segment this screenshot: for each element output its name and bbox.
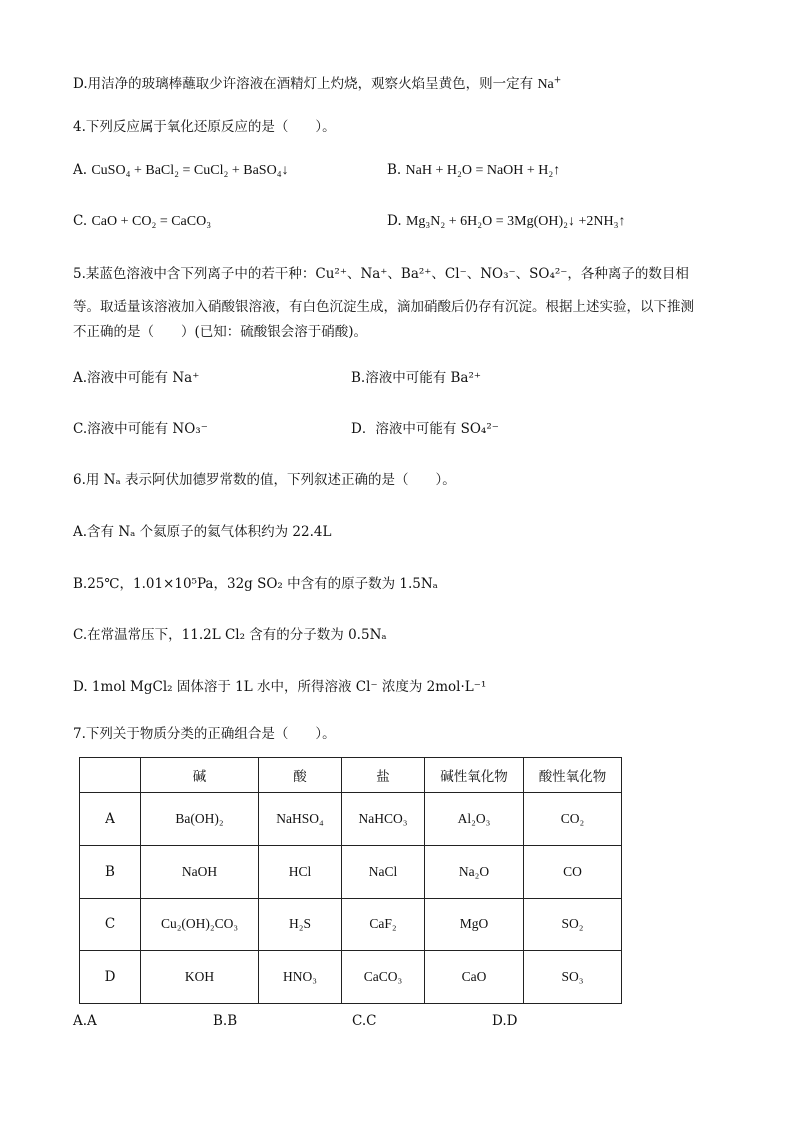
- q7-stem: 7.下列关于物质分类的正确组合是（ ）。: [73, 726, 336, 742]
- q6-option-a: A.含有 Nₐ 个氦原子的氦气体积约为 22.4L: [73, 524, 332, 540]
- table-row: [80, 898, 622, 951]
- q3-option-d-ion: Na: [537, 77, 554, 92]
- classification-table: [79, 757, 622, 1004]
- q6-stem: 6.用 Nₐ 表示阿伏加德罗常数的值，下列叙述正确的是（ ）。: [73, 472, 456, 488]
- table-header-cell: 碱性氧化物: [425, 758, 524, 793]
- q3-option-d-text: D.用洁净的玻璃棒蘸取少许溶液在酒精灯上灼烧，观察火焰呈黄色，则一定有: [73, 76, 538, 92]
- table-header-cell: 酸: [259, 758, 342, 793]
- table-cell: HNO₃: [259, 951, 342, 1004]
- table-cell: Al₂O₃: [425, 793, 524, 846]
- table-cell: CaCO₃: [342, 951, 425, 1004]
- q3-option-d: [73, 74, 561, 95]
- q4-stem: 4.下列反应属于氧化还原反应的是（ ）。: [73, 119, 336, 135]
- q4-option-a-label: A.: [73, 162, 92, 178]
- q4-option-b-equation: NaH + H₂O = NaOH + H₂↑: [405, 163, 561, 178]
- table-header-cell: 酸性氧化物: [524, 758, 622, 793]
- table-header-row: [80, 758, 622, 793]
- table-cell-row-label: A: [80, 793, 141, 846]
- table-cell: NaOH: [141, 845, 259, 898]
- q7-option-d: D.D: [492, 1013, 518, 1029]
- q4-option-a-equation: CuSO₄ + BaCl₂ = CuCl₂ + BaSO₄↓: [91, 163, 289, 178]
- q5-stem-line-2: 等。取适量该溶液加入硝酸银溶液，有白色沉淀生成，滴加硝酸后仍存有沉淀。根据上述实验，以下推测: [73, 299, 694, 315]
- table-cell: CaF₂: [342, 898, 425, 951]
- q3-option-d-charge: +: [553, 75, 562, 86]
- q4-option-d-label: D.: [387, 213, 406, 229]
- table-header-cell: 盐: [342, 758, 425, 793]
- table-row: [80, 793, 622, 846]
- table-cell: Na₂O: [425, 845, 524, 898]
- table-cell: SO₂: [524, 898, 622, 951]
- q4-option-b: [387, 160, 560, 181]
- q4-option-d: [387, 211, 626, 232]
- table-cell: SO₃: [524, 951, 622, 1004]
- q5-stem-line-1: 5.某蓝色溶液中含下列离子中的若干种：Cu²⁺、Na⁺、Ba²⁺、Cl⁻、NO₃⁻、SO₄²⁻，各种离子的数目相: [73, 266, 689, 282]
- q6-option-d: D. 1mol MgCl₂ 固体溶于 1L 水中，所得溶液 Cl⁻ 浓度为 2mol·L⁻¹: [73, 679, 487, 695]
- table-cell-row-label: C: [80, 898, 141, 951]
- q4-option-c-equation: CaO + CO₂ = CaCO₃: [91, 214, 212, 229]
- q7-option-b: B.B: [213, 1013, 238, 1029]
- table-cell: HCl: [259, 845, 342, 898]
- table-cell-row-label: D: [80, 951, 141, 1004]
- table-cell: NaCl: [342, 845, 425, 898]
- q4-option-a: [73, 160, 289, 181]
- table-cell-row-label: B: [80, 845, 141, 898]
- table-cell: Ba(OH)₂: [141, 793, 259, 846]
- table-cell: CaO: [425, 951, 524, 1004]
- table-row: [80, 951, 622, 1004]
- q5-option-d: D．溶液中可能有 SO₄²⁻: [351, 421, 499, 437]
- table-cell: MgO: [425, 898, 524, 951]
- q5-option-a: A.溶液中可能有 Na⁺: [73, 370, 200, 386]
- table-header-cell: [80, 758, 141, 793]
- q7-option-c: C.C: [352, 1013, 377, 1029]
- q5-option-c: C.溶液中可能有 NO₃⁻: [73, 421, 208, 437]
- q6-option-b: B.25℃，1.01×10⁵Pa，32g SO₂ 中含有的原子数为 1.5Nₐ: [73, 576, 438, 592]
- table-cell: Cu₂(OH)₂CO₃: [141, 898, 259, 951]
- q4-option-c-label: C.: [73, 213, 92, 229]
- table-cell: CO₂: [524, 793, 622, 846]
- q7-option-a: A.A: [73, 1013, 97, 1029]
- q5-option-b: B.溶液中可能有 Ba²⁺: [351, 370, 482, 386]
- table-cell: H₂S: [259, 898, 342, 951]
- table-header-cell: 碱: [141, 758, 259, 793]
- table-cell: CO: [524, 845, 622, 898]
- q4-option-c: [73, 211, 211, 232]
- table-row: [80, 845, 622, 898]
- q6-option-c: C.在常温常压下，11.2L Cl₂ 含有的分子数为 0.5Nₐ: [73, 627, 387, 643]
- table-cell: NaHCO₃: [342, 793, 425, 846]
- q4-option-b-label: B.: [387, 162, 406, 178]
- q5-stem-line-3: 不正确的是（ ）(已知：硫酸银会溶于硝酸)。: [73, 324, 368, 340]
- q4-option-d-equation: Mg₃N₂ + 6H₂O = 3Mg(OH)₂↓ +2NH₃↑: [405, 214, 626, 229]
- table-cell: NaHSO₄: [259, 793, 342, 846]
- table-cell: KOH: [141, 951, 259, 1004]
